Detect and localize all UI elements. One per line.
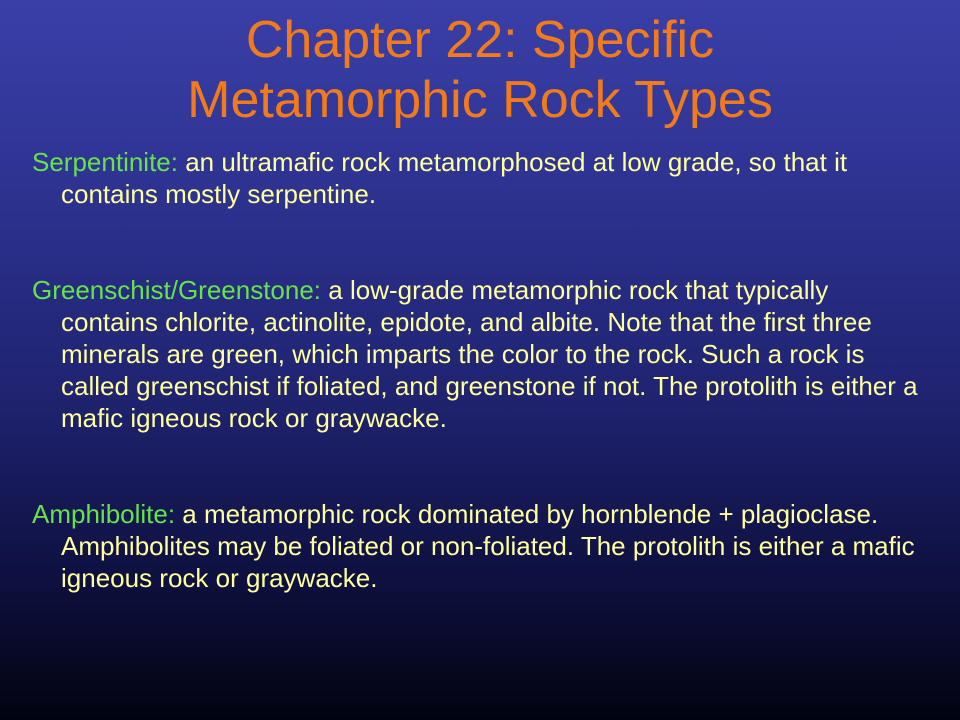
slide-title-line-2: Metamorphic Rock Types (187, 71, 773, 129)
definition-amphibolite: a metamorphic rock dominated by hornblende + plagioclase. Amphibolites may be foliated or non-foliated. The protolith is either a mafic igneous rock or graywacke. (61, 499, 915, 593)
term-greenschist: Greenschist/Greenstone: (32, 275, 322, 305)
slide-body (32, 146, 932, 658)
definition-serpentinite: an ultramafic rock metamorphosed at low grade, so that it contains mostly serpentine. (61, 147, 848, 209)
entry-serpentinite (32, 146, 932, 210)
slide-title-line-1: Chapter 22: Specific (245, 11, 715, 69)
slide-title (0, 10, 960, 130)
term-amphibolite: Amphibolite: (32, 499, 176, 529)
definition-greenschist: a low-grade metamorphic rock that typically contains chlorite, actinolite, epidote, and albite. Note that the first three minerals are green, which imparts the color to the rock. Such a rock is called greenschist if foliated, and greenstone if not. The protolith is either a mafic igneous rock or graywacke. (61, 275, 918, 433)
entry-greenschist (32, 274, 932, 434)
term-serpentinite: Serpentinite: (32, 147, 178, 177)
entry-amphibolite (32, 498, 932, 594)
